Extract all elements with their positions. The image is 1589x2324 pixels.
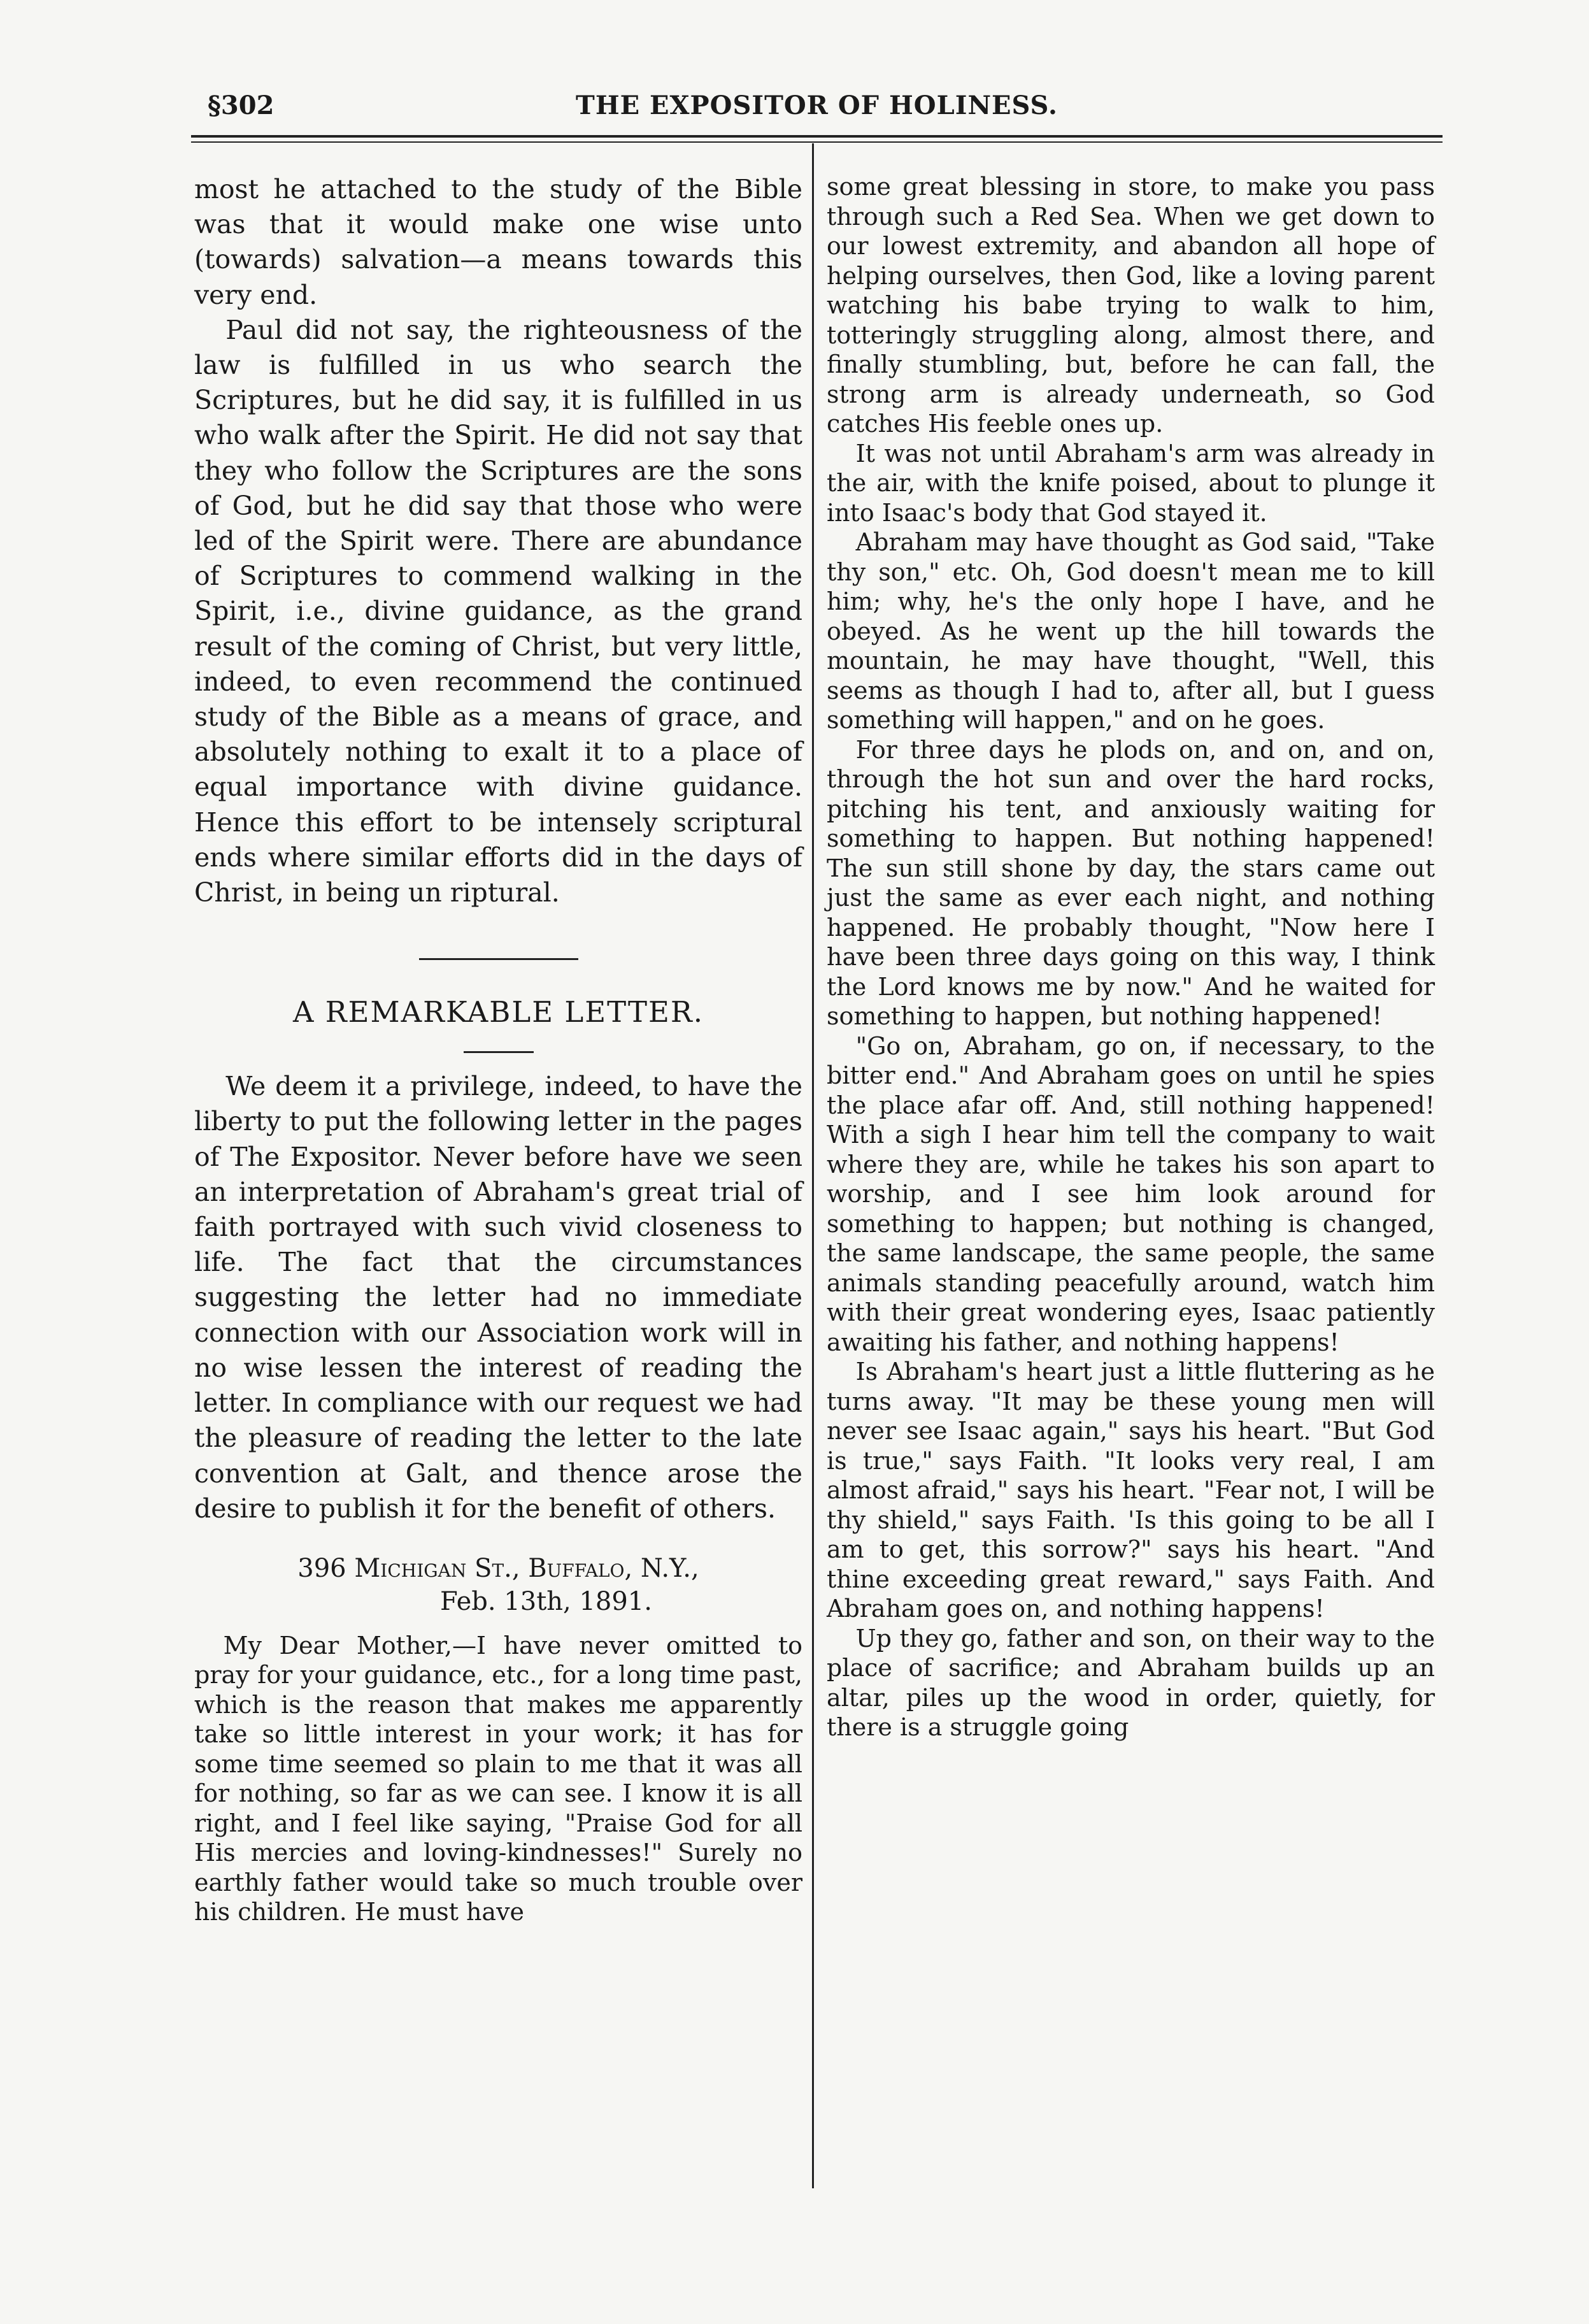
- paragraph: some great blessing in store, to make you pass through such a Red Sea. When we get down to our lowest extremity, and abandon all hope of helping ourselves, then God, like a loving parent watching his babe trying to walk to him, totteringly struggling along, almost there, and finally stumbling, but, before he can fall, the strong arm is already underneath, so God catches His feeble ones up.: [827, 173, 1435, 438]
- paragraph: Abraham may have thought as God said, "Take thy son," etc. Oh, God doesn't mean me to kill him; why, he's the only hope I have, and he obeyed. As he went up the hill towards the mountain, he may have thought, "Well, this seems as though I had to, after all, but I guess something will happen," and on he goes.: [827, 528, 1435, 734]
- paragraph: Is Abraham's heart just a little fluttering as he turns away. "It may be these young men will never see Isaac again," says his heart. "But God is true," says Faith. "It looks very real, I am almost afraid," says his heart. "Fear not, I will be thy shield," says Faith. 'Is this going to be all I am to get, this sorrow?" says his heart. "And thine exceeding great reward," says Faith. And Abraham goes on, and nothing happens!: [827, 1358, 1435, 1623]
- paragraph: It was not until Abraham's arm was already in the air, with the knife poised, about to plunge it into Isaac's body that God stayed it.: [827, 439, 1435, 527]
- dateline-address: 396 Michigan St., Buffalo, N.Y.,: [297, 1553, 699, 1583]
- header-rule-top: [191, 135, 1443, 138]
- dateline: [194, 1552, 802, 1618]
- left-column: [194, 172, 802, 1927]
- letter: [194, 1631, 802, 1927]
- running-header: [191, 88, 1443, 133]
- page-number: §302: [208, 90, 274, 120]
- header-rule-bottom: [191, 141, 1443, 143]
- paragraph: Up they go, father and son, on their way to the place of sacrifice; and Abraham builds up an altar, piles up the wood in order, quietly, for there is a struggle going: [827, 1624, 1435, 1741]
- paragraph: most he attached to the study of the Bible was that it would make one wise unto (towards) salvation—a means towards this very end.: [194, 174, 802, 310]
- paragraph: For three days he plods on, and on, and on, through the hot sun and over the hard rocks, pitching his tent, and anxiously waiting for something to happen. But nothing happened! The sun still shone by day, the stars came out just the same as ever each night, and nothing happened. He probably thought, "Now here I have been three days going on this way, I think the Lord knows me by now." And he waited for something to happen, but nothing happened!: [827, 735, 1435, 1030]
- column-divider: [812, 143, 814, 2188]
- running-title: THE EXPOSITOR OF HOLINESS.: [576, 90, 1058, 120]
- letter-paragraph: My Dear Mother,—I have never omitted to pray for your guidance, etc., for a long time past, which is the reason that makes me apparently take so little interest in your work; it has for some time seemed so plain to me that it was all for nothing, so far as we can see. I know it is all right, and I feel like saying, "Praise God for all His mercies and loving-kindnesses!" Surely no earthly father would take so much trouble over his children. He must have: [194, 1631, 802, 1926]
- section-divider: [419, 958, 578, 960]
- paragraph: "Go on, Abraham, go on, if necessary, to the bitter end." And Abraham goes on until he spies the place afar off. And, still nothing happened! With a sigh I hear him tell the company to wait where they are, while he takes his son apart to worship, and I see him look around for something to happen; but nothing is changed, the same landscape, the same people, the same animals standing peacefully around, watch him with their great wondering eyes, Isaac patiently awaiting his father, and nothing happens!: [827, 1031, 1435, 1356]
- section-title-rule: [464, 1051, 534, 1053]
- section-title: A REMARKABLE LETTER.: [292, 995, 704, 1029]
- intro-paragraph: We deem it a privilege, indeed, to have the liberty to put the following letter in the pages of The Expositor. Never before have we seen an interpretation of Abraham's great trial of faith portrayed with such vivid closeness to life. The fact that the circumstances suggesting the letter had no immediate connection with our Association work will in no wise lessen the interest of reading the letter. In compliance with our request we had the pleasure of reading the letter to the late convention at Galt, and thence arose the desire to publish it for the benefit of others.: [194, 1071, 802, 1524]
- right-column: [827, 172, 1435, 1742]
- dateline-date: Feb. 13th, 1891.: [440, 1586, 652, 1616]
- paragraph: Paul did not say, the righteousness of the law is fulfilled in us who search the Scriptures, but he did say, it is fulfilled in us who walk after the Spirit. He did not say that they who follow the Scriptures are the sons of God, but he did say that those who were led of the Spirit were. There are abundance of Scriptures to commend walking in the Spirit, i.e., divine guidance, as the grand result of the coming of Christ, but very little, indeed, to even recommend the continued study of the Bible as a means of grace, and absolutely nothing to exalt it to a place of equal importance with divine guidance. Hence this effort to be intensely scriptural ends where similar efforts did in the days of Christ, in being un riptural.: [194, 314, 802, 908]
